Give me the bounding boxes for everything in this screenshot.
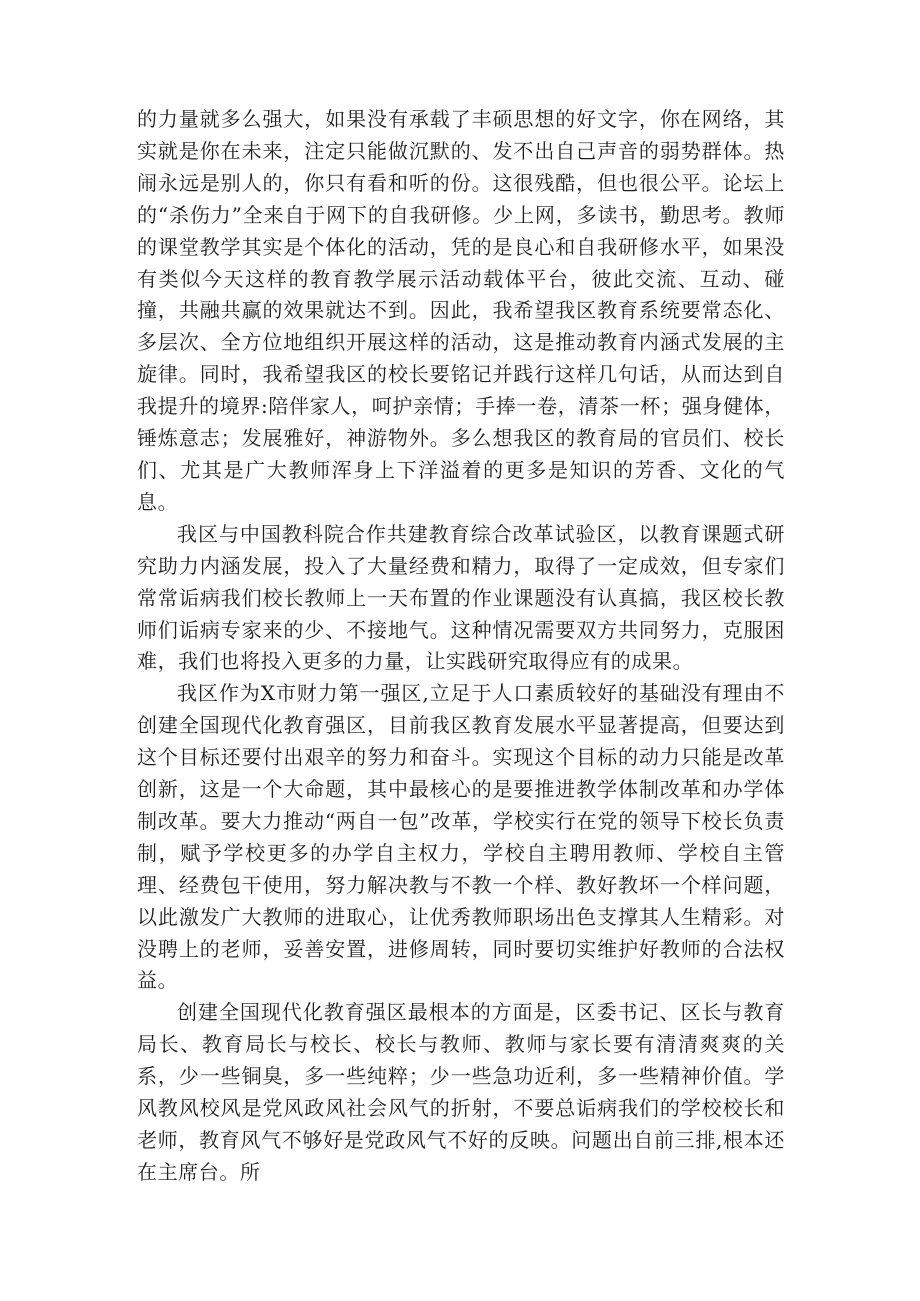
paragraph-continued: 的力量就多么强大，如果没有承载了丰硕思想的好文字，你在网络，其实就是你在未来，注定只能做沉默的、发不出自己声音的弱势群体。热闹永远是别人的，你只有看和听的份。这很残酷，但也很公平。论坛上的“杀伤力”全来自于网下的自我研修。少上网，多读书，勤思考。教师的课堂教学其实是个体化的活动，凭的是良心和自我研修水平，如果没有类似今天这样的教育教学展示活动载体平台，彼此交流、互动、碰撞，共融共赢的效果就达不到。因此，我希望我区教育系统要常态化、多层次、全方位地组织开展这样的活动，这是推动教育内涵式发展的主旋律。同时，我希望我区的校长要铭记并践行这样几句话，从而达到自我提升的境界:陪伴家人，呵护亲情；手捧一卷，清茶一杯；强身健体，锤炼意志；发展雅好，神游物外。多么想我区的教育局的官员们、校长们、尤其是广大教师浑身上下洋溢着的更多是知识的芳香、文化的气息。 bbox=[137, 107, 785, 514]
paragraph-clean-relations: 创建全国现代化教育强区最根本的方面是，区委书记、区长与教育局长、教育局长与校长、校长与教师、教师与家长要有清清爽爽的关系，少一些铜臭，多一些纯粹；少一些急功近利，多一些精神价值。学风教风校风是党风政风社会风气的折射，不要总诟病我们的学校校长和老师，教育风气不够好是党政风气不好的反映。问题出自前三排,根本还在主席台。所 bbox=[137, 1000, 785, 1184]
paragraph-education-reform: 我区作为X市财力第一强区,立足于人口素质较好的基础没有理由不创建全国现代化教育强区，目前我区教育发展水平显著提高，但要达到这个目标还要付出艰辛的努力和奋斗。实现这个目标的动力只能是改革创新，这是一个大命题，其中最核心的是要推进教学体制改革和办学体制改革。要大力推动“两自一包”改革，学校实行在党的领导下校长负责制，赋予学校更多的办学自主权力，学校自主聘用教师、学校自主管理、经费包干使用，努力解决教与不教一个样、教好教坏一个样问题，以此激发广大教师的进取心，让优秀教师职场出色支撑其人生精彩。对没聘上的老师，妥善安置，进修周转，同时要切实维护好教师的合法权益。 bbox=[137, 681, 785, 993]
paragraph-research-cooperation: 我区与中国教科院合作共建教育综合改革试验区，以教育课题式研究助力内涵发展，投入了大量经费和精力，取得了一定成效，但专家们常常诟病我们校长教师上一天布置的作业课题没有认真搞，我区校长教师们诟病专家来的少、不接地气。这种情况需要双方共同努力，克服困难，我们也将投入更多的力量，让实践研究取得应有的成果。 bbox=[137, 521, 785, 674]
document-page bbox=[137, 104, 785, 1189]
